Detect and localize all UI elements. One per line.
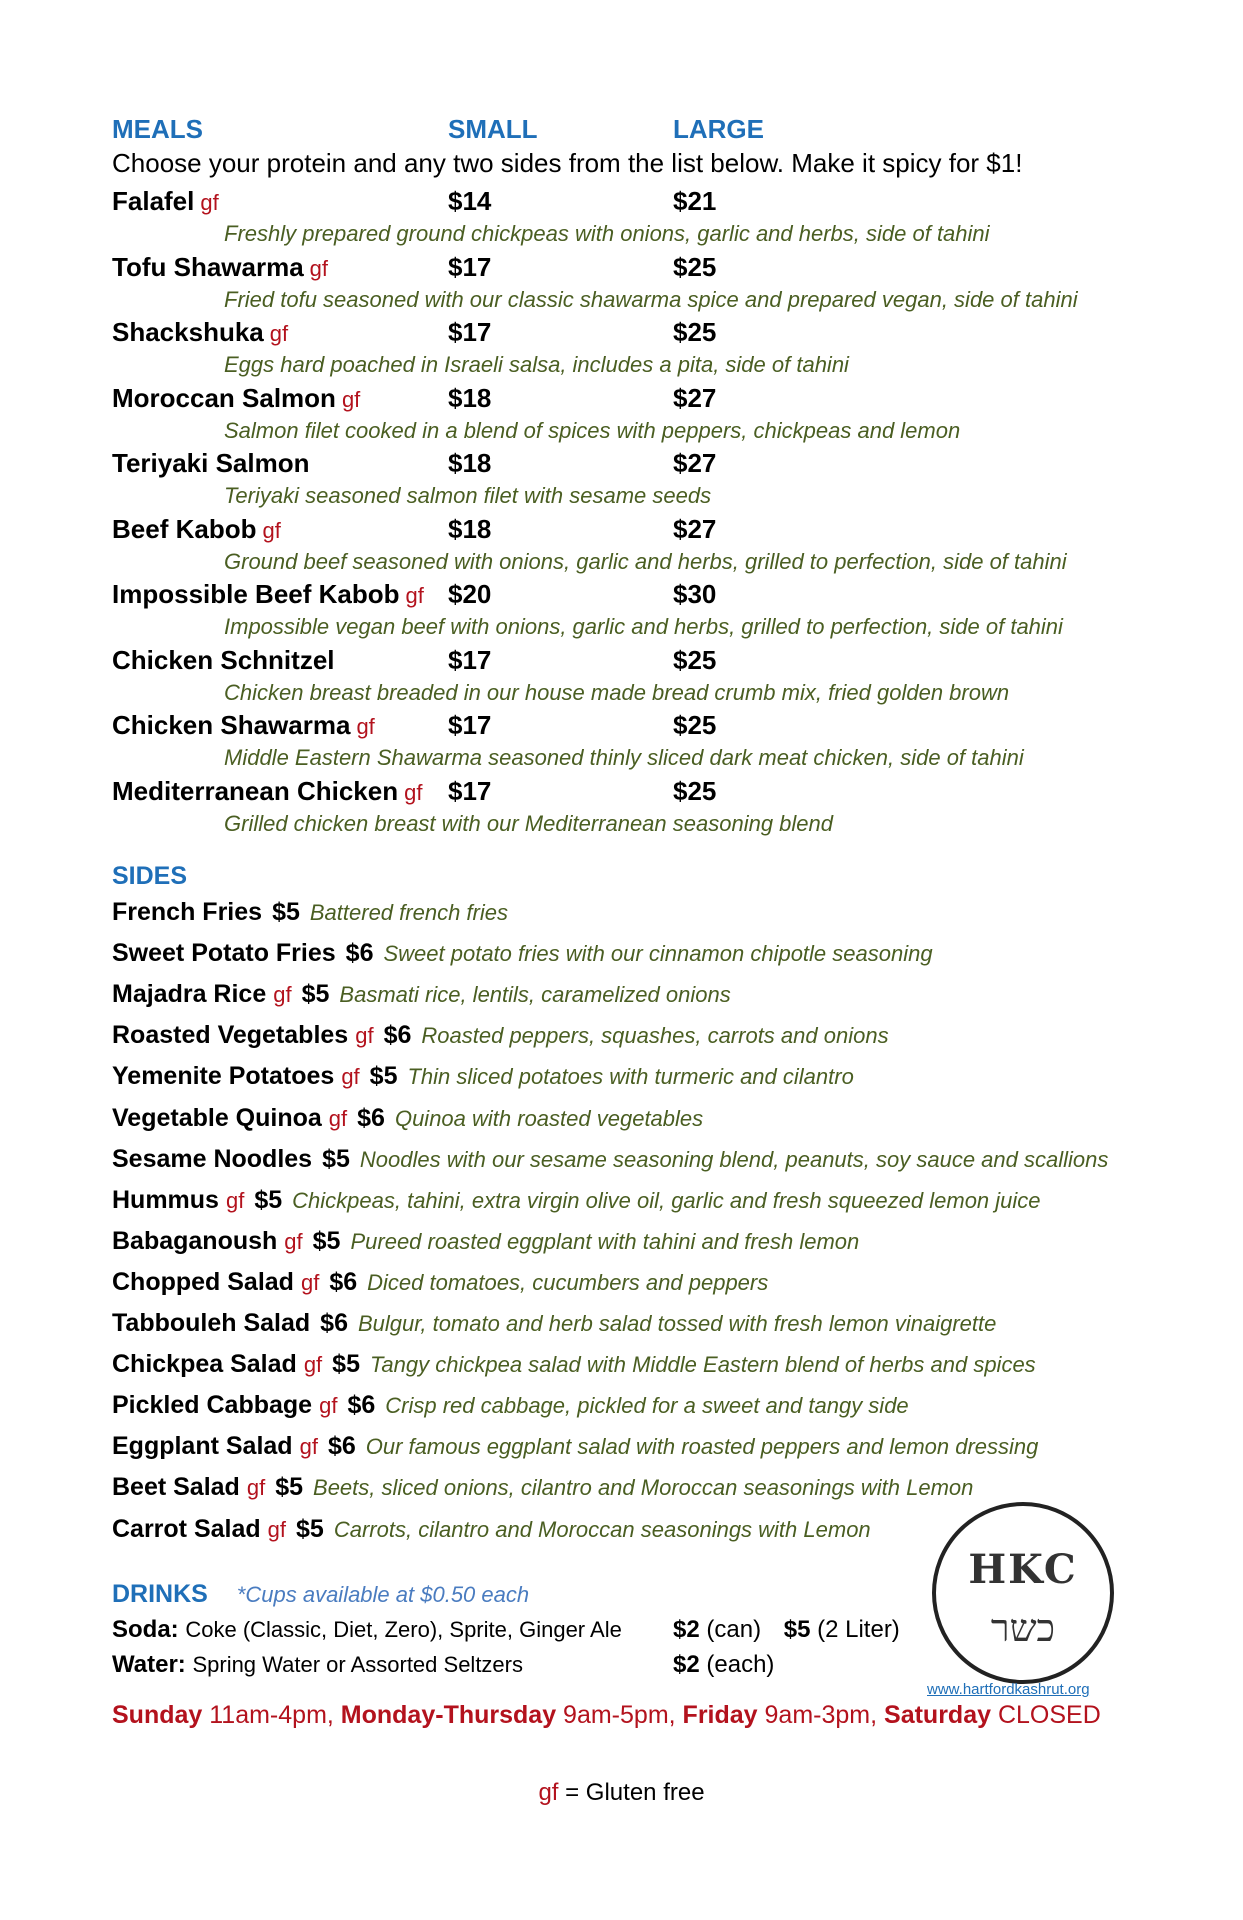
- side-name: Hummus: [112, 1185, 219, 1214]
- meal-description: Eggs hard poached in Israeli salsa, includes a pita, side of tahini: [224, 352, 849, 377]
- meal-description: Middle Eastern Shawarma seasoned thinly sliced dark meat chicken, side of tahini: [224, 745, 1024, 770]
- side-description: Bulgur, tomato and herb salad tossed with fresh lemon vinaigrette: [357, 1311, 997, 1336]
- meal-name: [112, 186, 219, 217]
- side-name: Eggplant Salad: [112, 1432, 293, 1461]
- hours-day-friday: Friday: [682, 1701, 758, 1729]
- hours-time-mon-thu: 9am-5pm,: [563, 1701, 676, 1729]
- side-name: Beet Salad: [112, 1473, 240, 1502]
- meal-large-price: $30: [673, 579, 717, 609]
- meal-name: [112, 252, 328, 283]
- soda-items: Coke (Classic, Diet, Zero), Sprite, Ginger Ale: [185, 1617, 622, 1642]
- side-name: Majadra Rice: [112, 980, 267, 1009]
- meal-title: Chicken Shawarma: [112, 710, 351, 740]
- meal-title: Teriyaki Salmon: [112, 448, 310, 478]
- side-price: $6: [345, 939, 374, 968]
- gf-marker: gf: [269, 321, 289, 346]
- meal-large-price: $25: [673, 775, 717, 806]
- meal-large-price: $25: [673, 644, 717, 675]
- gf-marker: gf: [300, 1269, 320, 1295]
- hours-day-sunday: Sunday: [112, 1701, 203, 1729]
- logo-text: HKC: [968, 1546, 1078, 1593]
- meal-title: Chicken Schnitzel: [112, 644, 335, 675]
- gf-legend: [0, 1779, 1243, 1807]
- side-description: Pureed roasted eggplant with tahini and fresh lemon: [350, 1228, 860, 1254]
- side-name: Pickled Cabbage: [112, 1391, 313, 1420]
- side-price: $5: [369, 1062, 398, 1091]
- meal-description: Salmon filet cooked in a blend of spices with peppers, chickpeas and lemon: [224, 417, 961, 443]
- soda-price-liter: $5: [783, 1616, 811, 1643]
- logo-hebrew-text: כשר: [990, 1606, 1056, 1650]
- side-price: $6: [329, 1267, 358, 1296]
- meal-name: [112, 383, 360, 414]
- side-price: $5: [301, 980, 330, 1009]
- side-price: $6: [327, 1432, 356, 1461]
- drinks-header-row: [112, 1580, 529, 1609]
- side-name: Sweet Potato Fries: [112, 939, 336, 968]
- hours-day-mon-thu: Monday-Thursday: [340, 1701, 557, 1729]
- side-item: [112, 1104, 703, 1133]
- gf-marker: gf: [267, 1516, 287, 1542]
- meal-name: [112, 579, 424, 610]
- meal-description: Fried tofu seasoned with our classic shawarma spice and prepared vegan, side of tahini: [224, 286, 1078, 312]
- small-header: SMALL: [448, 114, 538, 144]
- gf-marker: gf: [404, 779, 423, 805]
- meal-title: Mediterranean Chicken: [112, 775, 399, 806]
- water-unit: (each): [706, 1651, 775, 1678]
- side-price: $5: [272, 898, 300, 926]
- side-description: Battered french fries: [309, 900, 508, 925]
- side-price: $6: [320, 1309, 348, 1337]
- side-name: Carrot Salad: [112, 1514, 261, 1543]
- meal-title: Impossible Beef Kabob: [112, 579, 400, 609]
- meal-name: [112, 645, 335, 676]
- side-name: Chickpea Salad: [112, 1350, 297, 1379]
- side-description: Our famous eggplant salad with roasted peppers and lemon dressing: [365, 1434, 1039, 1460]
- side-name: Chopped Salad: [112, 1267, 294, 1296]
- side-description: Sweet potato fries with our cinnamon chipotle seasoning: [383, 941, 933, 967]
- soda-label: Soda:: [112, 1616, 179, 1643]
- meal-small-price: $17: [448, 710, 492, 740]
- legend-gf: gf: [538, 1779, 559, 1806]
- meal-description: Impossible vegan beef with onions, garlic and herbs, grilled to perfection, side of tahini: [224, 614, 1063, 639]
- side-item: [112, 1268, 768, 1297]
- sides-header: SIDES: [112, 862, 188, 890]
- side-name: Roasted Vegetables: [112, 1021, 349, 1050]
- water-prices: [673, 1651, 774, 1679]
- meal-small-price: $17: [448, 317, 492, 347]
- gf-marker: gf: [309, 255, 329, 281]
- side-description: Carrots, cilantro and Moroccan seasonings with Lemon: [333, 1516, 871, 1542]
- side-name: French Fries: [112, 898, 263, 926]
- side-price: $5: [296, 1514, 324, 1543]
- hours-time-friday: 9am-3pm,: [764, 1701, 878, 1729]
- meal-name: [112, 448, 310, 479]
- side-item: [112, 1350, 1036, 1379]
- meal-large-price: $27: [673, 382, 717, 413]
- meal-large-price: $27: [673, 513, 717, 544]
- side-item: [112, 1309, 996, 1338]
- side-item: [112, 1391, 909, 1420]
- side-item: [112, 1062, 854, 1091]
- side-name: Tabbouleh Salad: [112, 1309, 311, 1337]
- side-description: Quinoa with roasted vegetables: [394, 1105, 704, 1131]
- hours-day-saturday: Saturday: [884, 1701, 992, 1729]
- side-price: $6: [347, 1391, 376, 1420]
- side-item: [112, 1021, 889, 1050]
- side-item: [112, 1145, 1108, 1174]
- water-items: Spring Water or Assorted Seltzers: [192, 1652, 523, 1677]
- gf-marker: gf: [262, 517, 281, 543]
- meal-title: Moroccan Salmon: [112, 382, 336, 413]
- soda-row: [112, 1616, 622, 1644]
- meal-description: Freshly prepared ground chickpeas with onions, garlic and herbs, side of tahini: [224, 221, 990, 246]
- side-price: $5: [332, 1350, 360, 1379]
- soda-price-can: $2: [673, 1616, 700, 1643]
- soda-prices: [673, 1616, 900, 1644]
- meal-small-price: $17: [448, 644, 492, 675]
- gf-marker: gf: [341, 386, 361, 412]
- side-item: [112, 980, 731, 1009]
- meal-name: [112, 710, 375, 741]
- side-item: [112, 1432, 1038, 1461]
- meal-small-price: $18: [448, 448, 492, 478]
- water-row: [112, 1651, 523, 1679]
- side-price: $6: [357, 1103, 385, 1132]
- gf-marker: gf: [225, 1187, 245, 1213]
- meal-large-price: $25: [673, 251, 717, 282]
- meal-description: Ground beef seasoned with onions, garlic and herbs, grilled to perfection, side of tahini: [224, 548, 1067, 574]
- meal-title: Tofu Shawarma: [112, 251, 304, 282]
- side-price: $5: [275, 1473, 304, 1502]
- side-name: Sesame Noodles: [112, 1144, 313, 1173]
- gf-marker: gf: [319, 1393, 338, 1419]
- hours-line: [112, 1701, 1101, 1730]
- water-label: Water:: [112, 1651, 186, 1678]
- gf-marker: gf: [356, 714, 375, 739]
- meals-header: MEALS: [112, 114, 203, 144]
- side-item: [112, 1227, 859, 1256]
- gf-marker: gf: [273, 982, 292, 1008]
- side-description: Thin sliced potatoes with turmeric and cilantro: [407, 1064, 854, 1090]
- side-item: [112, 898, 508, 927]
- legend-text: = Gluten free: [565, 1779, 705, 1806]
- side-description: Chickpeas, tahini, extra virgin olive oil, garlic and fresh squeezed lemon juice: [292, 1187, 1041, 1213]
- meal-small-price: $18: [448, 513, 492, 544]
- gf-marker: gf: [284, 1228, 303, 1254]
- side-description: Noodles with our sesame seasoning blend, peanuts, soy sauce and scallions: [359, 1146, 1109, 1172]
- gf-marker: gf: [341, 1064, 360, 1090]
- gf-marker: gf: [355, 1023, 374, 1049]
- side-description: Crisp red cabbage, pickled for a sweet and tangy side: [385, 1393, 909, 1419]
- meal-description: Teriyaki seasoned salmon filet with sesame seeds: [224, 483, 712, 508]
- water-price: $2: [673, 1651, 700, 1678]
- large-header: LARGE: [673, 114, 764, 144]
- gf-marker: gf: [246, 1475, 266, 1501]
- soda-can-unit: (can): [706, 1616, 762, 1643]
- meal-small-price: $18: [448, 382, 492, 413]
- hours-time-sunday: 11am-4pm,: [209, 1701, 334, 1729]
- side-description: Roasted peppers, squashes, carrots and onions: [421, 1023, 889, 1049]
- side-item: [112, 1473, 973, 1502]
- meal-small-price: $20: [448, 579, 492, 609]
- meal-small-price: $17: [448, 775, 492, 806]
- meals-intro: Choose your protein and any two sides from the list below. Make it spicy for $1!: [112, 148, 1023, 178]
- side-price: $5: [254, 1185, 283, 1214]
- side-price: $5: [312, 1226, 341, 1255]
- side-name: Yemenite Potatoes: [112, 1062, 335, 1091]
- meal-large-price: $27: [673, 448, 717, 478]
- meal-title: Shackshuka: [112, 317, 264, 347]
- side-item: [112, 939, 933, 968]
- hkc-logo: [932, 1502, 1114, 1684]
- gf-marker: gf: [299, 1434, 318, 1460]
- side-description: Beets, sliced onions, cilantro and Moroccan seasonings with Lemon: [313, 1475, 974, 1501]
- meal-description: Chicken breast breaded in our house made bread crumb mix, fried golden brown: [224, 679, 1010, 705]
- side-price: $6: [383, 1021, 412, 1050]
- side-name: Babaganoush: [112, 1226, 278, 1255]
- kashrut-link[interactable]: www.hartfordkashrut.org: [927, 1681, 1090, 1698]
- drinks-header: DRINKS: [112, 1580, 208, 1608]
- meal-name: [112, 514, 281, 545]
- meal-small-price: $17: [448, 251, 492, 282]
- side-description: Diced tomatoes, cucumbers and peppers: [367, 1269, 769, 1295]
- gf-marker: gf: [405, 583, 424, 608]
- meal-large-price: $25: [673, 317, 717, 347]
- meal-name: [112, 317, 288, 348]
- side-name: Vegetable Quinoa: [112, 1103, 322, 1132]
- side-description: Tangy chickpea salad with Middle Eastern blend of herbs and spices: [369, 1352, 1036, 1378]
- side-description: Basmati rice, lentils, caramelized onions: [339, 982, 731, 1008]
- gf-marker: gf: [200, 190, 219, 215]
- cups-note: *Cups available at $0.50 each: [236, 1582, 530, 1607]
- soda-liter-unit: (2 Liter): [817, 1616, 900, 1643]
- side-item: [112, 1515, 871, 1544]
- gf-marker: gf: [303, 1352, 323, 1378]
- side-item: [112, 1186, 1041, 1215]
- meal-description: Grilled chicken breast with our Mediterranean seasoning blend: [224, 810, 834, 836]
- meal-large-price: $25: [673, 710, 717, 740]
- meal-name: [112, 776, 422, 807]
- hours-time-saturday: CLOSED: [997, 1701, 1101, 1729]
- meal-title: Falafel: [112, 186, 195, 216]
- meal-small-price: $14: [448, 186, 492, 216]
- side-price: $5: [322, 1144, 350, 1173]
- meal-large-price: $21: [673, 186, 717, 216]
- meal-title: Beef Kabob: [112, 513, 257, 544]
- gf-marker: gf: [328, 1105, 348, 1131]
